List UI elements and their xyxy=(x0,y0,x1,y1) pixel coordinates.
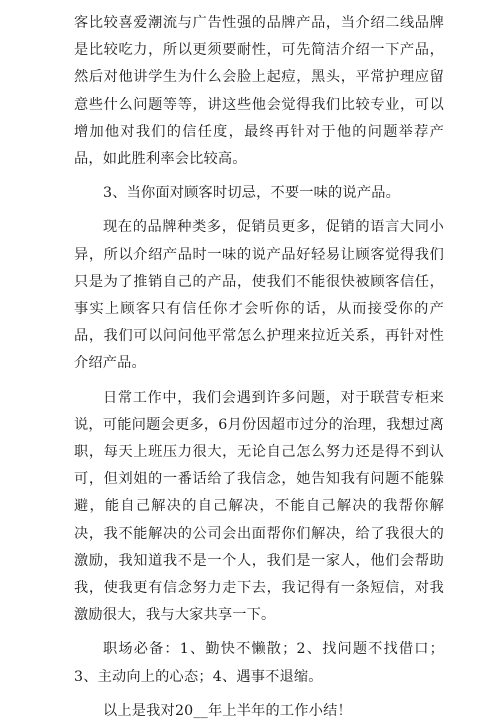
paragraph-closing-summary: 以上是我对20__年上半年的工作小结！ xyxy=(103,702,352,719)
paragraph-point-3-heading: 3、当你面对顾客时切忌，不要一味的说产品。 xyxy=(103,185,400,202)
paragraph-brand-promotion: 现在的品牌种类多，促销员更多，促销的语言大同小异，所以介绍产品时一味的说产品好轻易让顾客觉得我们只是为了推销自己的产品，使我们不能很快被顾客信任，事实上顾客只有信任你才会听你的话，从而接受你的产品，我们可以问问他平常怎么护理来拉近关系，再针对性介绍产品。 xyxy=(74,219,444,372)
paragraph-workplace-essentials: 职场必备：1、勤快不懒散；2、找问题不找借口；3、主动向上的心态；4、遇事不退缩。 xyxy=(74,641,444,685)
paragraph-daily-work: 日常工作中，我们会遇到许多问题，对于联营专柜来说，可能问题会更多，6月份因超市过分的治理，我想过离职，每天上班压力很大，无论自己怎么努力还是得不到认可，但刘姐的一番话给了我信念，她告知我有问题不能躲避，能自己解决的自己解决，不能自己解决的我帮你解决，我不能解决的公司会出面帮你们解决，给了我很大的激励，我知道我不是一个人，我们是一家人，他们会帮助我，使我更有信念努力走下去，我记得有一条短信，对我激励很大，我与大家共享一下。 xyxy=(74,389,444,624)
paragraph-continued-selling-tips: 客比较喜爱潮流与广告性强的品牌产品，当介绍二线品牌是比较吃力，所以更须要耐性，可先简洁介绍一下产品，然后对他讲学生为什么会脸上起痘，黑头，平常护理应留意些什么问题等等，讲这些他会觉得我们比较专业，可以增加他对我们的信任度，最终再针对于他的问题举荐产品，如此胜利率会比较高。 xyxy=(74,15,444,168)
